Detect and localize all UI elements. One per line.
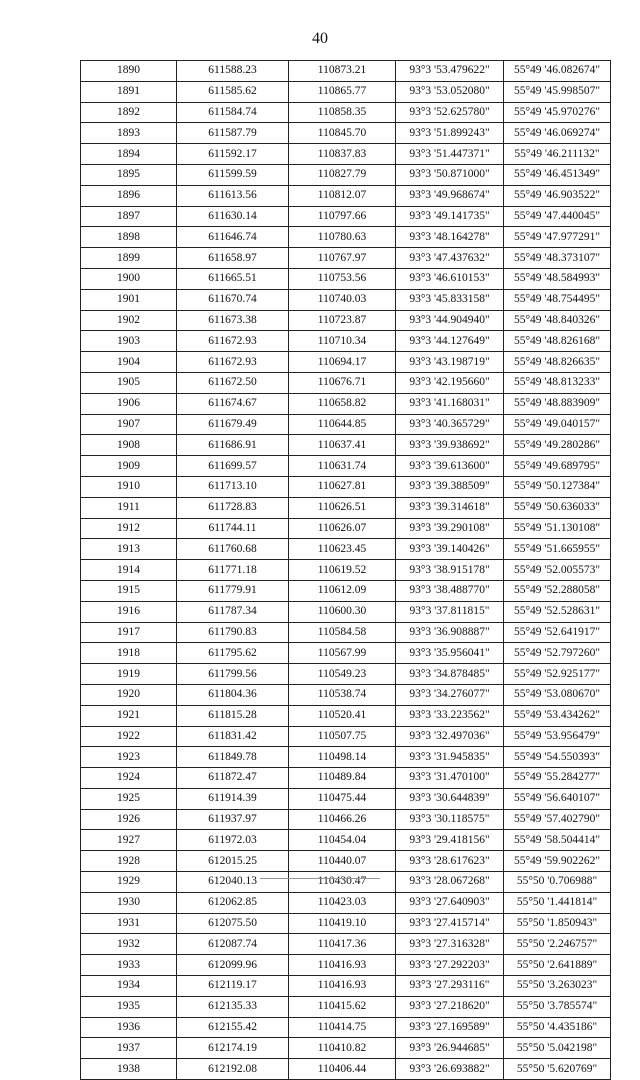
point-number-cell: 1911 <box>81 497 177 518</box>
x-coordinate-cell: 611849.78 <box>177 747 289 768</box>
latitude-cell: 55°50 '2.641889" <box>504 955 611 976</box>
table-row <box>81 892 611 913</box>
latitude-cell: 55°49 '51.665955" <box>504 539 611 560</box>
point-number-cell: 1891 <box>81 81 177 102</box>
y-coordinate-cell: 110410.82 <box>289 1038 396 1059</box>
point-number-cell: 1925 <box>81 788 177 809</box>
y-coordinate-cell: 110637.41 <box>289 435 396 456</box>
y-coordinate-cell: 110549.23 <box>289 664 396 685</box>
y-coordinate-cell: 110415.62 <box>289 996 396 1017</box>
longitude-cell: 93°3 '27.218620" <box>396 996 504 1017</box>
point-number-cell: 1914 <box>81 560 177 581</box>
x-coordinate-cell: 611630.14 <box>177 206 289 227</box>
x-coordinate-cell: 611831.42 <box>177 726 289 747</box>
point-number-cell: 1919 <box>81 664 177 685</box>
y-coordinate-cell: 110584.58 <box>289 622 396 643</box>
table-row <box>81 996 611 1017</box>
point-number-cell: 1918 <box>81 643 177 664</box>
latitude-cell: 55°50 '1.850943" <box>504 913 611 934</box>
longitude-cell: 93°3 '30.118575" <box>396 809 504 830</box>
longitude-cell: 93°3 '45.833158" <box>396 289 504 310</box>
y-coordinate-cell: 110710.34 <box>289 331 396 352</box>
latitude-cell: 55°49 '57.402790" <box>504 809 611 830</box>
table-row <box>81 684 611 705</box>
table-row <box>81 788 611 809</box>
point-number-cell: 1904 <box>81 352 177 373</box>
table-row <box>81 352 611 373</box>
latitude-cell: 55°49 '52.288058" <box>504 580 611 601</box>
longitude-cell: 93°3 '36.908887" <box>396 622 504 643</box>
latitude-cell: 55°49 '45.998507" <box>504 81 611 102</box>
x-coordinate-cell: 611872.47 <box>177 768 289 789</box>
point-number-cell: 1935 <box>81 996 177 1017</box>
point-number-cell: 1912 <box>81 518 177 539</box>
y-coordinate-cell: 110498.14 <box>289 747 396 768</box>
table-row <box>81 206 611 227</box>
y-coordinate-cell: 110600.30 <box>289 601 396 622</box>
y-coordinate-cell: 110694.17 <box>289 352 396 373</box>
latitude-cell: 55°49 '48.826168" <box>504 331 611 352</box>
y-coordinate-cell: 110865.77 <box>289 81 396 102</box>
y-coordinate-cell: 110626.07 <box>289 518 396 539</box>
x-coordinate-cell: 612087.74 <box>177 934 289 955</box>
y-coordinate-cell: 110658.82 <box>289 393 396 414</box>
point-number-cell: 1934 <box>81 976 177 997</box>
table-row <box>81 851 611 872</box>
longitude-cell: 93°3 '27.316328" <box>396 934 504 955</box>
y-coordinate-cell: 110858.35 <box>289 102 396 123</box>
table-row <box>81 144 611 165</box>
y-coordinate-cell: 110538.74 <box>289 684 396 705</box>
point-number-cell: 1903 <box>81 331 177 352</box>
y-coordinate-cell: 110644.85 <box>289 414 396 435</box>
longitude-cell: 93°3 '39.314618" <box>396 497 504 518</box>
x-coordinate-cell: 611672.93 <box>177 352 289 373</box>
longitude-cell: 93°3 '49.968674" <box>396 185 504 206</box>
x-coordinate-cell: 611699.57 <box>177 456 289 477</box>
x-coordinate-cell: 611799.56 <box>177 664 289 685</box>
table-row <box>81 643 611 664</box>
table-row <box>81 1038 611 1059</box>
point-number-cell: 1894 <box>81 144 177 165</box>
table-row <box>81 331 611 352</box>
table-row <box>81 747 611 768</box>
latitude-cell: 55°49 '48.883909" <box>504 393 611 414</box>
longitude-cell: 93°3 '31.945835" <box>396 747 504 768</box>
x-coordinate-cell: 611804.36 <box>177 684 289 705</box>
latitude-cell: 55°50 '4.435186" <box>504 1017 611 1038</box>
table-row <box>81 435 611 456</box>
latitude-cell: 55°49 '58.504414" <box>504 830 611 851</box>
latitude-cell: 55°49 '50.636033" <box>504 497 611 518</box>
point-number-cell: 1897 <box>81 206 177 227</box>
y-coordinate-cell: 110767.97 <box>289 248 396 269</box>
latitude-cell: 55°49 '53.956479" <box>504 726 611 747</box>
longitude-cell: 93°3 '43.198719" <box>396 352 504 373</box>
longitude-cell: 93°3 '47.437632" <box>396 248 504 269</box>
y-coordinate-cell: 110626.51 <box>289 497 396 518</box>
point-number-cell: 1893 <box>81 123 177 144</box>
latitude-cell: 55°49 '46.903522" <box>504 185 611 206</box>
x-coordinate-cell: 611686.91 <box>177 435 289 456</box>
point-number-cell: 1905 <box>81 372 177 393</box>
x-coordinate-cell: 611673.38 <box>177 310 289 331</box>
latitude-cell: 55°49 '49.280286" <box>504 435 611 456</box>
point-number-cell: 1929 <box>81 872 177 893</box>
latitude-cell: 55°49 '48.373107" <box>504 248 611 269</box>
longitude-cell: 93°3 '46.610153" <box>396 268 504 289</box>
y-coordinate-cell: 110423.03 <box>289 892 396 913</box>
x-coordinate-cell: 611815.28 <box>177 705 289 726</box>
x-coordinate-cell: 612015.25 <box>177 851 289 872</box>
latitude-cell: 55°49 '54.550393" <box>504 747 611 768</box>
point-number-cell: 1927 <box>81 830 177 851</box>
table-row <box>81 497 611 518</box>
y-coordinate-cell: 110520.41 <box>289 705 396 726</box>
table-row <box>81 1017 611 1038</box>
x-coordinate-cell: 611795.62 <box>177 643 289 664</box>
latitude-cell: 55°50 '5.042198" <box>504 1038 611 1059</box>
latitude-cell: 55°49 '52.925177" <box>504 664 611 685</box>
longitude-cell: 93°3 '39.140426" <box>396 539 504 560</box>
longitude-cell: 93°3 '53.052080" <box>396 81 504 102</box>
table-row <box>81 518 611 539</box>
longitude-cell: 93°3 '27.169589" <box>396 1017 504 1038</box>
y-coordinate-cell: 110740.03 <box>289 289 396 310</box>
y-coordinate-cell: 110797.66 <box>289 206 396 227</box>
x-coordinate-cell: 611592.17 <box>177 144 289 165</box>
point-number-cell: 1928 <box>81 851 177 872</box>
latitude-cell: 55°49 '47.440045" <box>504 206 611 227</box>
point-number-cell: 1901 <box>81 289 177 310</box>
x-coordinate-cell: 611744.11 <box>177 518 289 539</box>
point-number-cell: 1906 <box>81 393 177 414</box>
point-number-cell: 1895 <box>81 164 177 185</box>
x-coordinate-cell: 611787.34 <box>177 601 289 622</box>
latitude-cell: 55°50 '5.620769" <box>504 1059 611 1080</box>
x-coordinate-cell: 611760.68 <box>177 539 289 560</box>
latitude-cell: 55°49 '53.434262" <box>504 705 611 726</box>
point-number-cell: 1900 <box>81 268 177 289</box>
x-coordinate-cell: 611672.50 <box>177 372 289 393</box>
latitude-cell: 55°49 '48.754495" <box>504 289 611 310</box>
longitude-cell: 93°3 '26.693882" <box>396 1059 504 1080</box>
point-number-cell: 1902 <box>81 310 177 331</box>
y-coordinate-cell: 110489.84 <box>289 768 396 789</box>
table-row <box>81 726 611 747</box>
table-row <box>81 560 611 581</box>
point-number-cell: 1936 <box>81 1017 177 1038</box>
point-number-cell: 1930 <box>81 892 177 913</box>
point-number-cell: 1910 <box>81 476 177 497</box>
longitude-cell: 93°3 '53.479622" <box>396 61 504 82</box>
latitude-cell: 55°50 '2.246757" <box>504 934 611 955</box>
longitude-cell: 93°3 '50.871000" <box>396 164 504 185</box>
latitude-cell: 55°49 '47.977291" <box>504 227 611 248</box>
point-number-cell: 1915 <box>81 580 177 601</box>
table-row <box>81 934 611 955</box>
y-coordinate-cell: 110406.44 <box>289 1059 396 1080</box>
x-coordinate-cell: 611585.62 <box>177 81 289 102</box>
longitude-cell: 93°3 '35.956041" <box>396 643 504 664</box>
table-row <box>81 123 611 144</box>
point-number-cell: 1909 <box>81 456 177 477</box>
longitude-cell: 93°3 '42.195660" <box>396 372 504 393</box>
x-coordinate-cell: 612192.08 <box>177 1059 289 1080</box>
latitude-cell: 55°49 '46.451349" <box>504 164 611 185</box>
latitude-cell: 55°50 '3.785574" <box>504 996 611 1017</box>
y-coordinate-cell: 110627.81 <box>289 476 396 497</box>
y-coordinate-cell: 110430.47 <box>289 872 396 893</box>
point-number-cell: 1932 <box>81 934 177 955</box>
latitude-cell: 55°49 '50.127384" <box>504 476 611 497</box>
table-row <box>81 185 611 206</box>
latitude-cell: 55°49 '56.640107" <box>504 788 611 809</box>
longitude-cell: 93°3 '51.899243" <box>396 123 504 144</box>
latitude-cell: 55°49 '49.040157" <box>504 414 611 435</box>
longitude-cell: 93°3 '48.164278" <box>396 227 504 248</box>
x-coordinate-cell: 611771.18 <box>177 560 289 581</box>
x-coordinate-cell: 611584.74 <box>177 102 289 123</box>
point-number-cell: 1890 <box>81 61 177 82</box>
table-row <box>81 1059 611 1080</box>
x-coordinate-cell: 611665.51 <box>177 268 289 289</box>
table-row <box>81 913 611 934</box>
point-number-cell: 1892 <box>81 102 177 123</box>
x-coordinate-cell: 611779.91 <box>177 580 289 601</box>
table-row <box>81 61 611 82</box>
longitude-cell: 93°3 '39.290108" <box>396 518 504 539</box>
longitude-cell: 93°3 '26.944685" <box>396 1038 504 1059</box>
x-coordinate-cell: 611670.74 <box>177 289 289 310</box>
y-coordinate-cell: 110475.44 <box>289 788 396 809</box>
longitude-cell: 93°3 '27.292203" <box>396 955 504 976</box>
x-coordinate-cell: 612135.33 <box>177 996 289 1017</box>
longitude-cell: 93°3 '27.293116" <box>396 976 504 997</box>
table-row <box>81 580 611 601</box>
y-coordinate-cell: 110454.04 <box>289 830 396 851</box>
y-coordinate-cell: 110507.75 <box>289 726 396 747</box>
longitude-cell: 93°3 '27.640903" <box>396 892 504 913</box>
longitude-cell: 93°3 '30.644839" <box>396 788 504 809</box>
longitude-cell: 93°3 '49.141735" <box>396 206 504 227</box>
point-number-cell: 1931 <box>81 913 177 934</box>
table-row <box>81 622 611 643</box>
y-coordinate-cell: 110417.36 <box>289 934 396 955</box>
table-row <box>81 456 611 477</box>
table-row <box>81 872 611 893</box>
point-number-cell: 1926 <box>81 809 177 830</box>
longitude-cell: 93°3 '34.276077" <box>396 684 504 705</box>
latitude-cell: 55°49 '48.840326" <box>504 310 611 331</box>
table-row <box>81 705 611 726</box>
latitude-cell: 55°49 '52.641917" <box>504 622 611 643</box>
longitude-cell: 93°3 '38.488770" <box>396 580 504 601</box>
point-number-cell: 1908 <box>81 435 177 456</box>
x-coordinate-cell: 611937.97 <box>177 809 289 830</box>
x-coordinate-cell: 611613.56 <box>177 185 289 206</box>
longitude-cell: 93°3 '37.811815" <box>396 601 504 622</box>
x-coordinate-cell: 611914.39 <box>177 788 289 809</box>
longitude-cell: 93°3 '28.617623" <box>396 851 504 872</box>
x-coordinate-cell: 612119.17 <box>177 976 289 997</box>
table-row <box>81 102 611 123</box>
table-row <box>81 664 611 685</box>
latitude-cell: 55°50 '1.441814" <box>504 892 611 913</box>
table-row <box>81 809 611 830</box>
x-coordinate-cell: 611713.10 <box>177 476 289 497</box>
x-coordinate-cell: 612099.96 <box>177 955 289 976</box>
latitude-cell: 55°49 '51.130108" <box>504 518 611 539</box>
latitude-cell: 55°49 '46.211132" <box>504 144 611 165</box>
longitude-cell: 93°3 '52.625780" <box>396 102 504 123</box>
longitude-cell: 93°3 '32.497036" <box>396 726 504 747</box>
x-coordinate-cell: 611587.79 <box>177 123 289 144</box>
y-coordinate-cell: 110780.63 <box>289 227 396 248</box>
table-row <box>81 830 611 851</box>
x-coordinate-cell: 611972.03 <box>177 830 289 851</box>
x-coordinate-cell: 612174.19 <box>177 1038 289 1059</box>
longitude-cell: 93°3 '51.447371" <box>396 144 504 165</box>
table-row <box>81 476 611 497</box>
longitude-cell: 93°3 '31.470100" <box>396 768 504 789</box>
latitude-cell: 55°49 '48.826635" <box>504 352 611 373</box>
longitude-cell: 93°3 '38.915178" <box>396 560 504 581</box>
y-coordinate-cell: 110419.10 <box>289 913 396 934</box>
y-coordinate-cell: 110612.09 <box>289 580 396 601</box>
point-number-cell: 1920 <box>81 684 177 705</box>
latitude-cell: 55°49 '59.902262" <box>504 851 611 872</box>
longitude-cell: 93°3 '44.904940" <box>396 310 504 331</box>
longitude-cell: 93°3 '34.878485" <box>396 664 504 685</box>
coordinates-table <box>80 60 611 1080</box>
x-coordinate-cell: 612155.42 <box>177 1017 289 1038</box>
point-number-cell: 1923 <box>81 747 177 768</box>
y-coordinate-cell: 110567.99 <box>289 643 396 664</box>
point-number-cell: 1933 <box>81 955 177 976</box>
longitude-cell: 93°3 '28.067268" <box>396 872 504 893</box>
table-row <box>81 248 611 269</box>
x-coordinate-cell: 611646.74 <box>177 227 289 248</box>
x-coordinate-cell: 611728.83 <box>177 497 289 518</box>
table-row <box>81 539 611 560</box>
longitude-cell: 93°3 '40.365729" <box>396 414 504 435</box>
longitude-cell: 93°3 '27.415714" <box>396 913 504 934</box>
table-row <box>81 768 611 789</box>
latitude-cell: 55°49 '52.797260" <box>504 643 611 664</box>
y-coordinate-cell: 110466.26 <box>289 809 396 830</box>
point-number-cell: 1937 <box>81 1038 177 1059</box>
y-coordinate-cell: 110416.93 <box>289 976 396 997</box>
latitude-cell: 55°49 '46.069274" <box>504 123 611 144</box>
point-number-cell: 1921 <box>81 705 177 726</box>
table-row <box>81 164 611 185</box>
y-coordinate-cell: 110723.87 <box>289 310 396 331</box>
point-number-cell: 1896 <box>81 185 177 206</box>
latitude-cell: 55°49 '49.689795" <box>504 456 611 477</box>
latitude-cell: 55°49 '52.005573" <box>504 560 611 581</box>
x-coordinate-cell: 611674.67 <box>177 393 289 414</box>
longitude-cell: 93°3 '29.418156" <box>396 830 504 851</box>
longitude-cell: 93°3 '41.168031" <box>396 393 504 414</box>
x-coordinate-cell: 611599.59 <box>177 164 289 185</box>
y-coordinate-cell: 110414.75 <box>289 1017 396 1038</box>
y-coordinate-cell: 110845.70 <box>289 123 396 144</box>
y-coordinate-cell: 110827.79 <box>289 164 396 185</box>
x-coordinate-cell: 611588.23 <box>177 61 289 82</box>
table-row <box>81 372 611 393</box>
y-coordinate-cell: 110416.93 <box>289 955 396 976</box>
y-coordinate-cell: 110631.74 <box>289 456 396 477</box>
table-row <box>81 955 611 976</box>
latitude-cell: 55°49 '53.080670" <box>504 684 611 705</box>
y-coordinate-cell: 110873.21 <box>289 61 396 82</box>
point-number-cell: 1913 <box>81 539 177 560</box>
point-number-cell: 1938 <box>81 1059 177 1080</box>
x-coordinate-cell: 611672.93 <box>177 331 289 352</box>
x-coordinate-cell: 612062.85 <box>177 892 289 913</box>
y-coordinate-cell: 110676.71 <box>289 372 396 393</box>
table-row <box>81 268 611 289</box>
table-row <box>81 414 611 435</box>
latitude-cell: 55°50 '0.706988" <box>504 872 611 893</box>
x-coordinate-cell: 612075.50 <box>177 913 289 934</box>
point-number-cell: 1917 <box>81 622 177 643</box>
latitude-cell: 55°49 '52.528631" <box>504 601 611 622</box>
table-row <box>81 289 611 310</box>
point-number-cell: 1907 <box>81 414 177 435</box>
y-coordinate-cell: 110623.45 <box>289 539 396 560</box>
longitude-cell: 93°3 '44.127649" <box>396 331 504 352</box>
table-row <box>81 310 611 331</box>
table-row <box>81 81 611 102</box>
table-row <box>81 976 611 997</box>
latitude-cell: 55°49 '55.284277" <box>504 768 611 789</box>
x-coordinate-cell: 611658.97 <box>177 248 289 269</box>
table-row <box>81 393 611 414</box>
point-number-cell: 1899 <box>81 248 177 269</box>
longitude-cell: 93°3 '39.938692" <box>396 435 504 456</box>
y-coordinate-cell: 110753.56 <box>289 268 396 289</box>
x-coordinate-cell: 611679.49 <box>177 414 289 435</box>
x-coordinate-cell: 611790.83 <box>177 622 289 643</box>
latitude-cell: 55°49 '46.082674" <box>504 61 611 82</box>
longitude-cell: 93°3 '33.223562" <box>396 705 504 726</box>
latitude-cell: 55°49 '48.584993" <box>504 268 611 289</box>
longitude-cell: 93°3 '39.388509" <box>396 476 504 497</box>
y-coordinate-cell: 110812.07 <box>289 185 396 206</box>
coordinates-table-body <box>81 61 611 1080</box>
page-bottom-mark <box>260 878 380 879</box>
table-row <box>81 601 611 622</box>
point-number-cell: 1922 <box>81 726 177 747</box>
latitude-cell: 55°49 '48.813233" <box>504 372 611 393</box>
x-coordinate-cell: 612040.13 <box>177 872 289 893</box>
y-coordinate-cell: 110619.52 <box>289 560 396 581</box>
latitude-cell: 55°50 '3.263023" <box>504 976 611 997</box>
point-number-cell: 1924 <box>81 768 177 789</box>
point-number-cell: 1898 <box>81 227 177 248</box>
point-number-cell: 1916 <box>81 601 177 622</box>
table-row <box>81 227 611 248</box>
y-coordinate-cell: 110440.07 <box>289 851 396 872</box>
page-number: 40 <box>312 30 328 47</box>
y-coordinate-cell: 110837.83 <box>289 144 396 165</box>
latitude-cell: 55°49 '45.970276" <box>504 102 611 123</box>
longitude-cell: 93°3 '39.613600" <box>396 456 504 477</box>
